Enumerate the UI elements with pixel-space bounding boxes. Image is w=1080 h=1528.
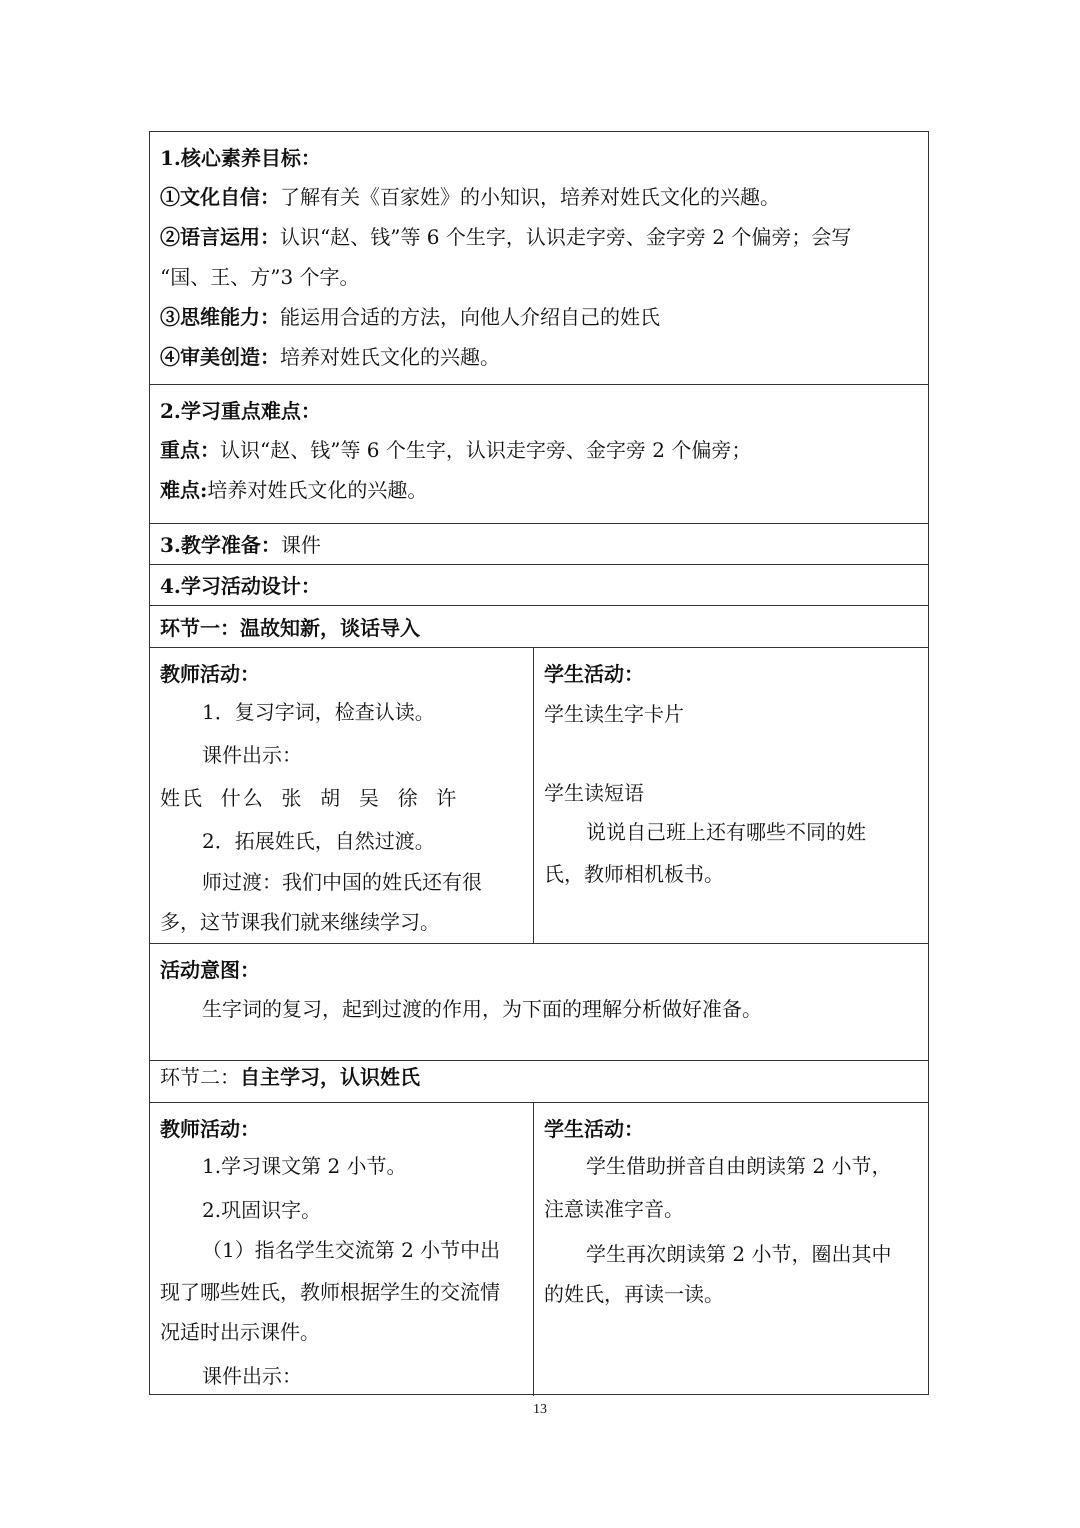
core-objectives-title: 1.核心素养目标：: [160, 146, 321, 170]
stage1-title-row: [150, 606, 928, 648]
teacher-transition-cont: 多，这节课我们就来继续学习。: [160, 910, 440, 934]
stage1-teacher-cell: [150, 648, 534, 943]
stage2-activities-row: [150, 1103, 928, 1396]
objective-language-cont: “国、王、方”3 个字。: [160, 265, 360, 289]
activity-design-row: [150, 565, 928, 606]
stage2-student-cell: [534, 1103, 928, 1396]
activity-design-title: 4.学习活动设计：: [160, 574, 321, 598]
objective-language: ②语言运用：认识“赵、钱”等 6 个生字，认识走字旁、金字旁 2 个偏旁；会写: [160, 225, 852, 249]
teacher-courseware: 课件出示：: [202, 743, 302, 767]
teacher-transition: 师过渡：我们中国的姓氏还有很: [202, 870, 482, 894]
student-activity-header-2: 学生活动：: [544, 1117, 644, 1141]
core-objectives-row: [150, 132, 928, 385]
teacher-activity-header-2: 教师活动：: [160, 1117, 260, 1141]
objective-culture: ①文化自信：了解有关《百家姓》的小知识，培养对姓氏文化的兴趣。: [160, 185, 780, 209]
key-points-title: 2.学习重点难点：: [160, 399, 321, 423]
stage1-intent-row: [150, 944, 928, 1061]
intent-text: 生字词的复习，起到过渡的作用，为下面的理解分析做好准备。: [202, 997, 762, 1021]
key-points-row: [150, 385, 928, 524]
student-discuss: 说说自己班上还有哪些不同的姓: [586, 820, 866, 844]
stage2-title: 环节二：自主学习，认识姓氏: [160, 1065, 420, 1089]
page-number: 13: [533, 1402, 547, 1417]
teacher2-step-1: 1.学习课文第 2 小节。: [202, 1154, 407, 1178]
student2-reread-cont: 的姓氏，再读一读。: [544, 1282, 724, 1306]
objective-aesthetic: ④审美创造：培养对姓氏文化的兴趣。: [160, 345, 500, 369]
stage1-student-cell: [534, 648, 928, 943]
stage1-title: 环节一：温故知新，谈话导入: [160, 616, 420, 640]
student2-read-aloud: 学生借助拼音自由朗读第 2 小节，: [586, 1154, 892, 1178]
teacher2-substep-1-cont2: 况适时出示课件。: [160, 1320, 320, 1344]
student-activity-header: 学生活动：: [544, 662, 644, 686]
teacher-step-2: 2．拓展姓氏，自然过渡。: [202, 829, 435, 853]
key-point: 重点：认识“赵、钱”等 6 个生字，认识走字旁、金字旁 2 个偏旁；: [160, 438, 752, 462]
student2-reread: 学生再次朗读第 2 小节，圈出其中: [586, 1242, 892, 1266]
stage1-activities-row: [150, 648, 928, 944]
student-read-cards: 学生读生字卡片: [544, 702, 684, 726]
lesson-plan-table: [149, 131, 929, 1395]
student-discuss-cont: 氏，教师相机板书。: [544, 862, 724, 886]
preparation: 3.教学准备：课件: [160, 533, 321, 557]
objective-thinking: ③思维能力：能运用合适的方法，向他人介绍自己的姓氏: [160, 305, 660, 329]
teacher-step-1: 1．复习字词，检查认读。: [202, 700, 435, 724]
intent-title: 活动意图：: [160, 958, 260, 982]
difficult-point: 难点:培养对姓氏文化的兴趣。: [160, 478, 428, 502]
preparation-row: [150, 524, 928, 565]
student2-read-aloud-cont: 注意读准字音。: [544, 1197, 684, 1221]
teacher-activity-header: 教师活动：: [160, 662, 260, 686]
teacher2-substep-1: （1）指名学生交流第 2 小节中出: [202, 1238, 501, 1262]
stage2-title-row: [150, 1061, 928, 1103]
teacher-word-list: 姓氏 什么 张 胡 吴 徐 许: [160, 786, 459, 810]
stage2-teacher-cell: [150, 1103, 534, 1396]
teacher2-substep-1-cont: 现了哪些姓氏，教师根据学生的交流情: [160, 1280, 500, 1304]
student-read-phrases: 学生读短语: [544, 781, 644, 805]
teacher2-step-2: 2.巩固识字。: [202, 1198, 322, 1222]
teacher2-courseware: 课件出示：: [202, 1364, 302, 1388]
